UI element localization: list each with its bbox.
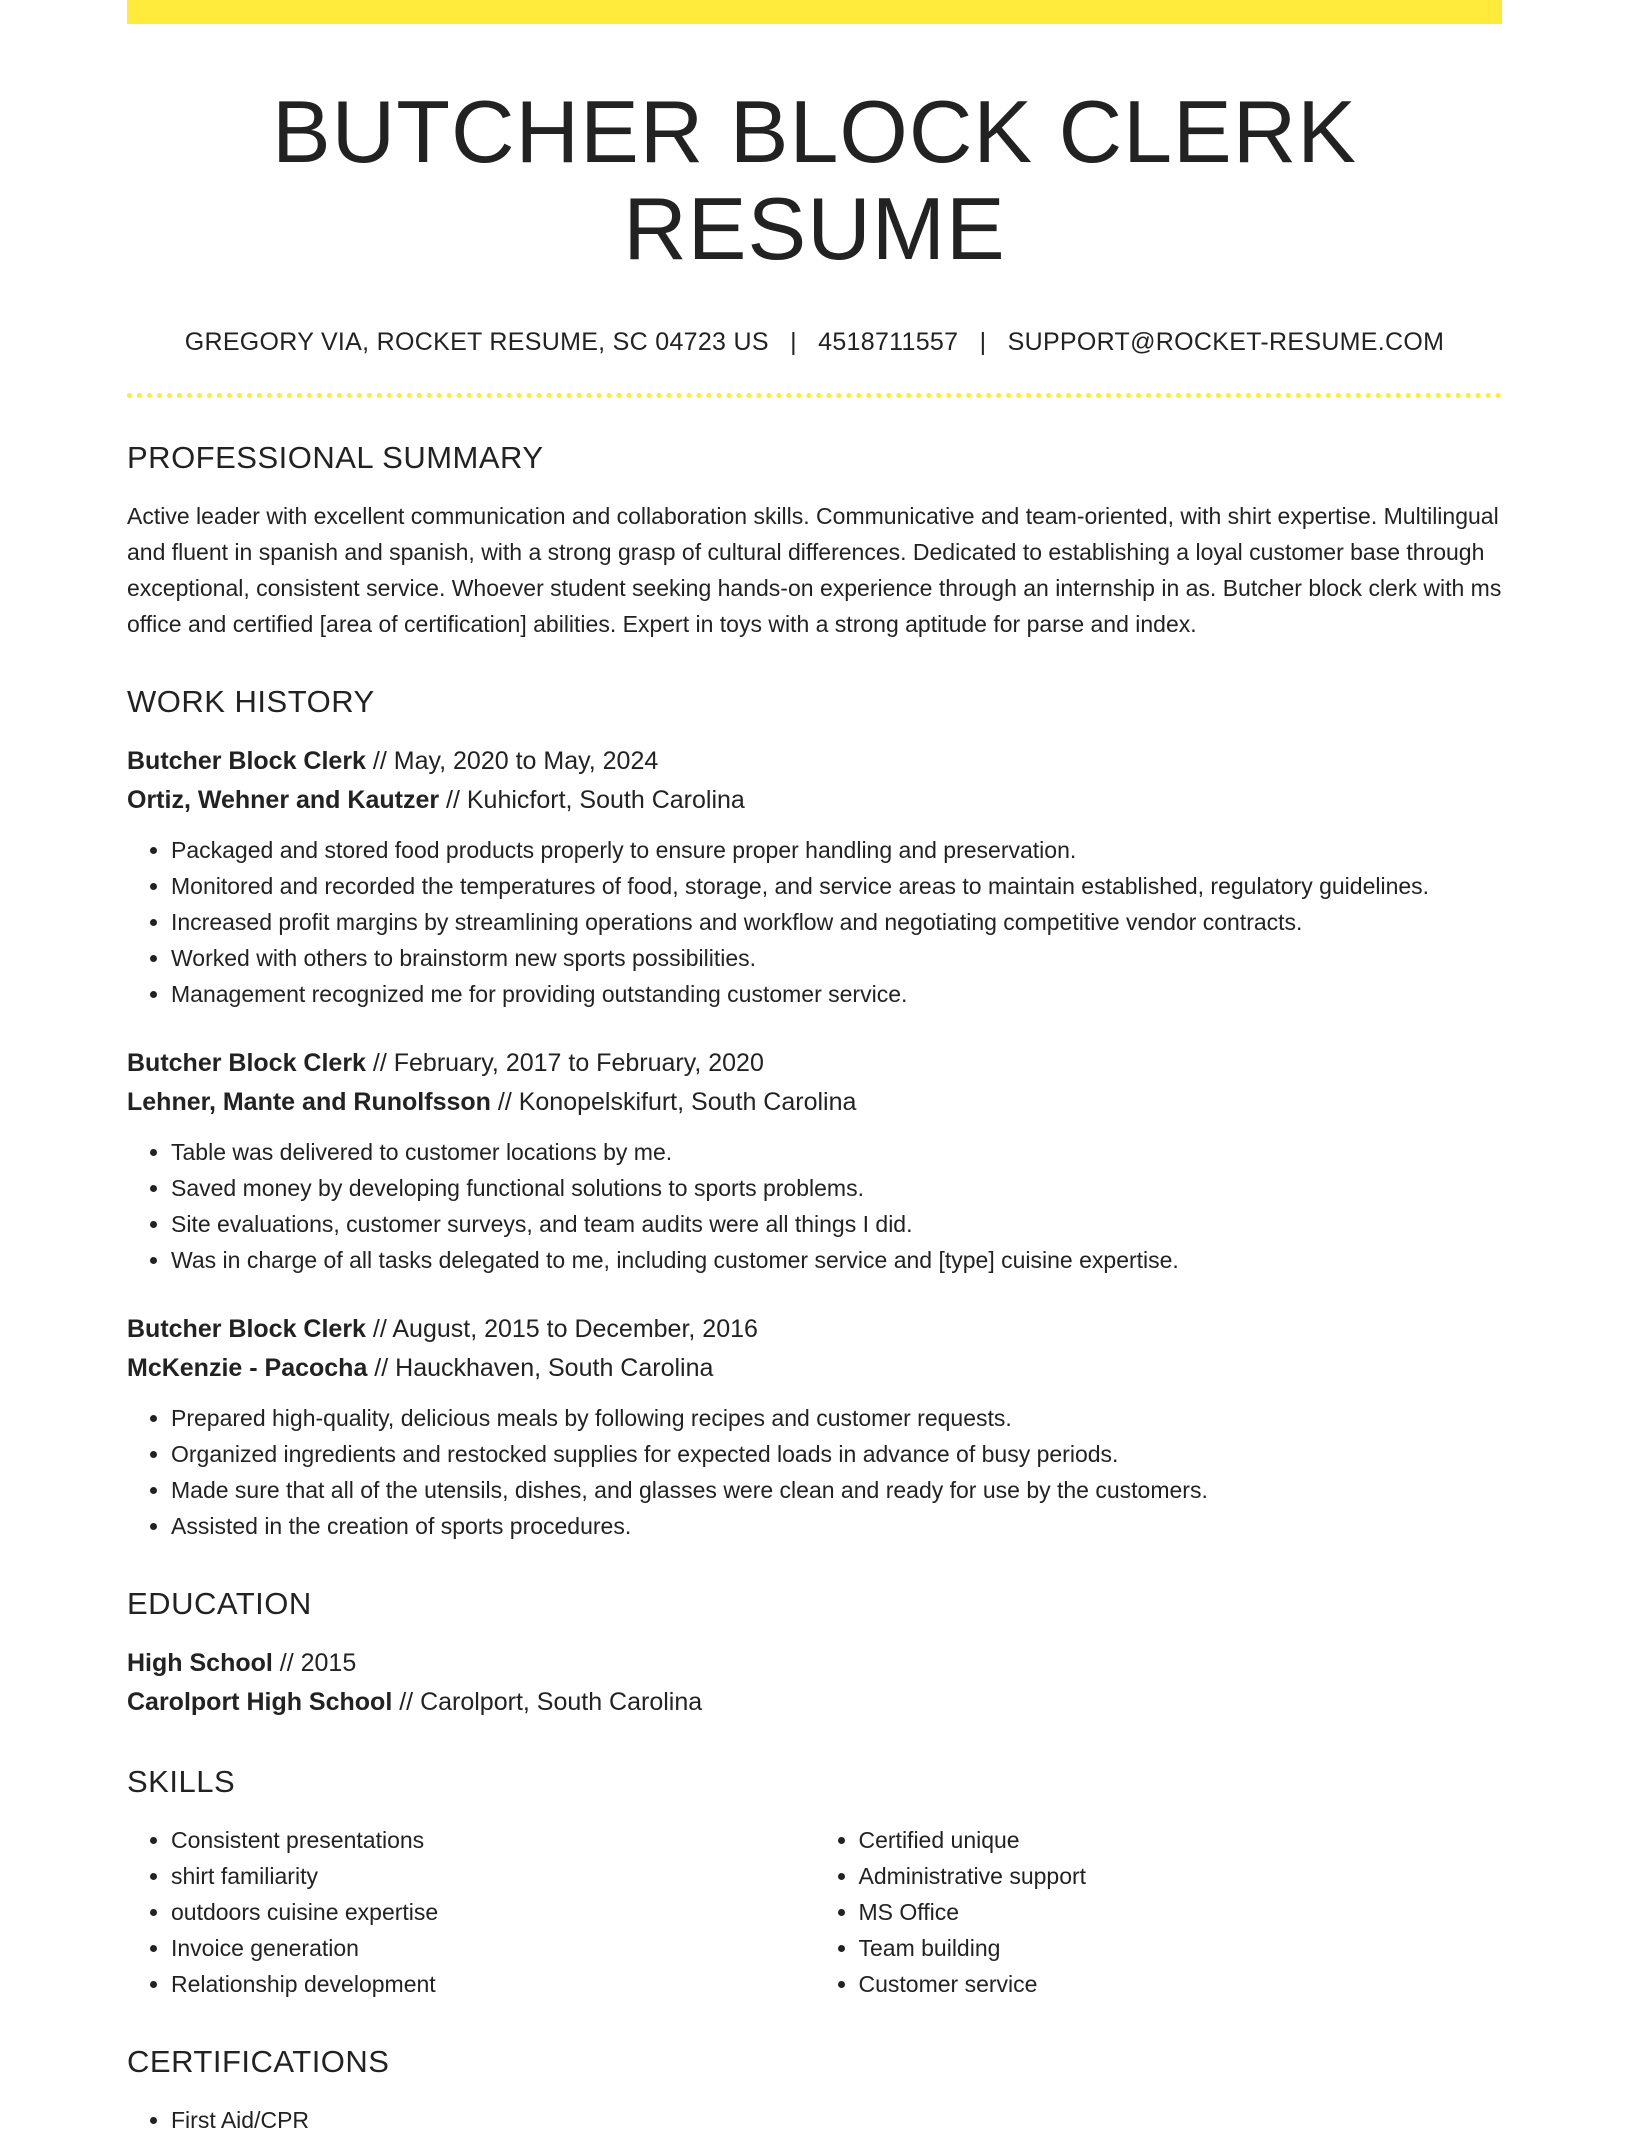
skills-list-left [127,1822,815,2002]
skills-list-right [815,1822,1503,2002]
job-location: // Kuhicfort, South Carolina [439,785,745,814]
resume-title: BUTCHER BLOCK CLERK RESUME [271,82,1357,278]
contact-separator: | [790,327,797,356]
contact-line [127,328,1502,357]
job-bullet: • Management recognized me for providing outstanding customer service. [171,976,1502,1012]
contact-separator: | [979,327,987,356]
education-school: Carolport High School [127,1687,393,1716]
job-title-line [127,742,1502,781]
job-title: Butcher Block Clerk [127,746,366,775]
job-title: Butcher Block Clerk [127,1314,366,1343]
contact-email: SUPPORT@ROCKET-RESUME.COM [1007,327,1445,356]
job-location: // Konopelskifurt, South Carolina [490,1087,857,1116]
job-title-line [127,1044,1502,1083]
skill-item: • Administrative support [859,1858,1503,1894]
job-bullet: • Table was delivered to customer locations by me. [171,1134,1502,1170]
skills-column-right [815,1822,1503,2002]
job-dates: // February, 2017 to February, 2020 [365,1048,764,1077]
job-bullet: • Saved money by developing functional solutions to sports problems. [171,1170,1502,1206]
certification-item: • First Aid/CPR [171,2102,1502,2138]
section-heading-skills: SKILLS [127,1763,236,1799]
skills-grid [127,1822,1502,2002]
job-location: // Hauckhaven, South Carolina [367,1353,714,1382]
job-entry [127,1310,1502,1544]
job-title-line [127,1310,1502,1349]
job-company-line [127,781,1502,820]
job-bullet: • Prepared high-quality, delicious meals by following recipes and customer requests. [171,1400,1502,1436]
skill-item: • Certified unique [859,1822,1503,1858]
contact-phone: 4518711557 [818,327,959,356]
dotted-divider [127,393,1502,398]
skill-item: • Customer service [859,1966,1503,2002]
education-degree: High School [127,1648,273,1677]
job-bullet: • Was in charge of all tasks delegated to me, including customer service and [type] cuisine expertise. [171,1242,1502,1278]
top-accent-bar [127,0,1502,24]
education-school-line [127,1683,1502,1722]
certifications-list [127,2102,1502,2138]
contact-address: GREGORY VIA, ROCKET RESUME, SC 04723 US [184,327,769,356]
resume-page [127,0,1502,2138]
skills-column-left [127,1822,815,2002]
job-dates: // May, 2020 to May, 2024 [365,746,659,775]
section-heading-work-history: WORK HISTORY [127,683,375,719]
skill-item: • Invoice generation [171,1930,815,1966]
job-bullet: • Assisted in the creation of sports procedures. [171,1508,1502,1544]
education-degree-line [127,1644,1502,1683]
job-company-line [127,1083,1502,1122]
job-company: McKenzie - Pacocha [127,1353,368,1382]
education-location: // Carolport, South Carolina [392,1687,703,1716]
job-company-line [127,1349,1502,1388]
summary-text: Active leader with excellent communication and collaboration skills. Communicative and team-oriented, with shirt expertise. Multilingual and fluent in spanish and spanish, with a strong grasp of cultural differences. Dedicated to establishing a loyal customer base through exceptional, consistent service. Whoever student seeking hands-on experience through an internship in as. Butcher block clerk with ms office and certified [area of certification] abilities. Expert in toys with a strong aptitude for parse and index. [127,502,1502,637]
job-dates: // August, 2015 to December, 2016 [365,1314,758,1343]
section-heading-education: EDUCATION [127,1585,312,1621]
job-title: Butcher Block Clerk [127,1048,366,1077]
job-company: Lehner, Mante and Runolfsson [127,1087,491,1116]
job-bullets [127,1400,1502,1544]
skill-item: • Consistent presentations [171,1822,815,1858]
job-bullet: • Increased profit margins by streamlining operations and workflow and negotiating competitive vendor contracts. [171,904,1502,940]
job-bullet: • Worked with others to brainstorm new sports possibilities. [171,940,1502,976]
job-bullet: • Organized ingredients and restocked supplies for expected loads in advance of busy periods. [171,1436,1502,1472]
section-heading-summary: PROFESSIONAL SUMMARY [127,439,544,475]
job-bullets [127,832,1502,1012]
skill-item: • shirt familiarity [171,1858,815,1894]
job-company: Ortiz, Wehner and Kautzer [127,785,440,814]
skill-item: • Relationship development [171,1966,815,2002]
job-entry [127,742,1502,1012]
section-heading-certifications: CERTIFICATIONS [127,2043,390,2079]
job-bullet: • Monitored and recorded the temperatures of food, storage, and service areas to maintain established, regulatory guidelines. [171,868,1502,904]
skill-item: • outdoors cuisine expertise [171,1894,815,1930]
job-bullet: • Site evaluations, customer surveys, and team audits were all things I did. [171,1206,1502,1242]
skill-item: • Team building [859,1930,1503,1966]
education-year: // 2015 [272,1648,357,1677]
job-entry [127,1044,1502,1278]
job-bullet: • Packaged and stored food products properly to ensure proper handling and preservation. [171,832,1502,868]
job-bullets [127,1134,1502,1278]
skill-item: • MS Office [859,1894,1503,1930]
job-bullet: • Made sure that all of the utensils, dishes, and glasses were clean and ready for use by the customers. [171,1472,1502,1508]
